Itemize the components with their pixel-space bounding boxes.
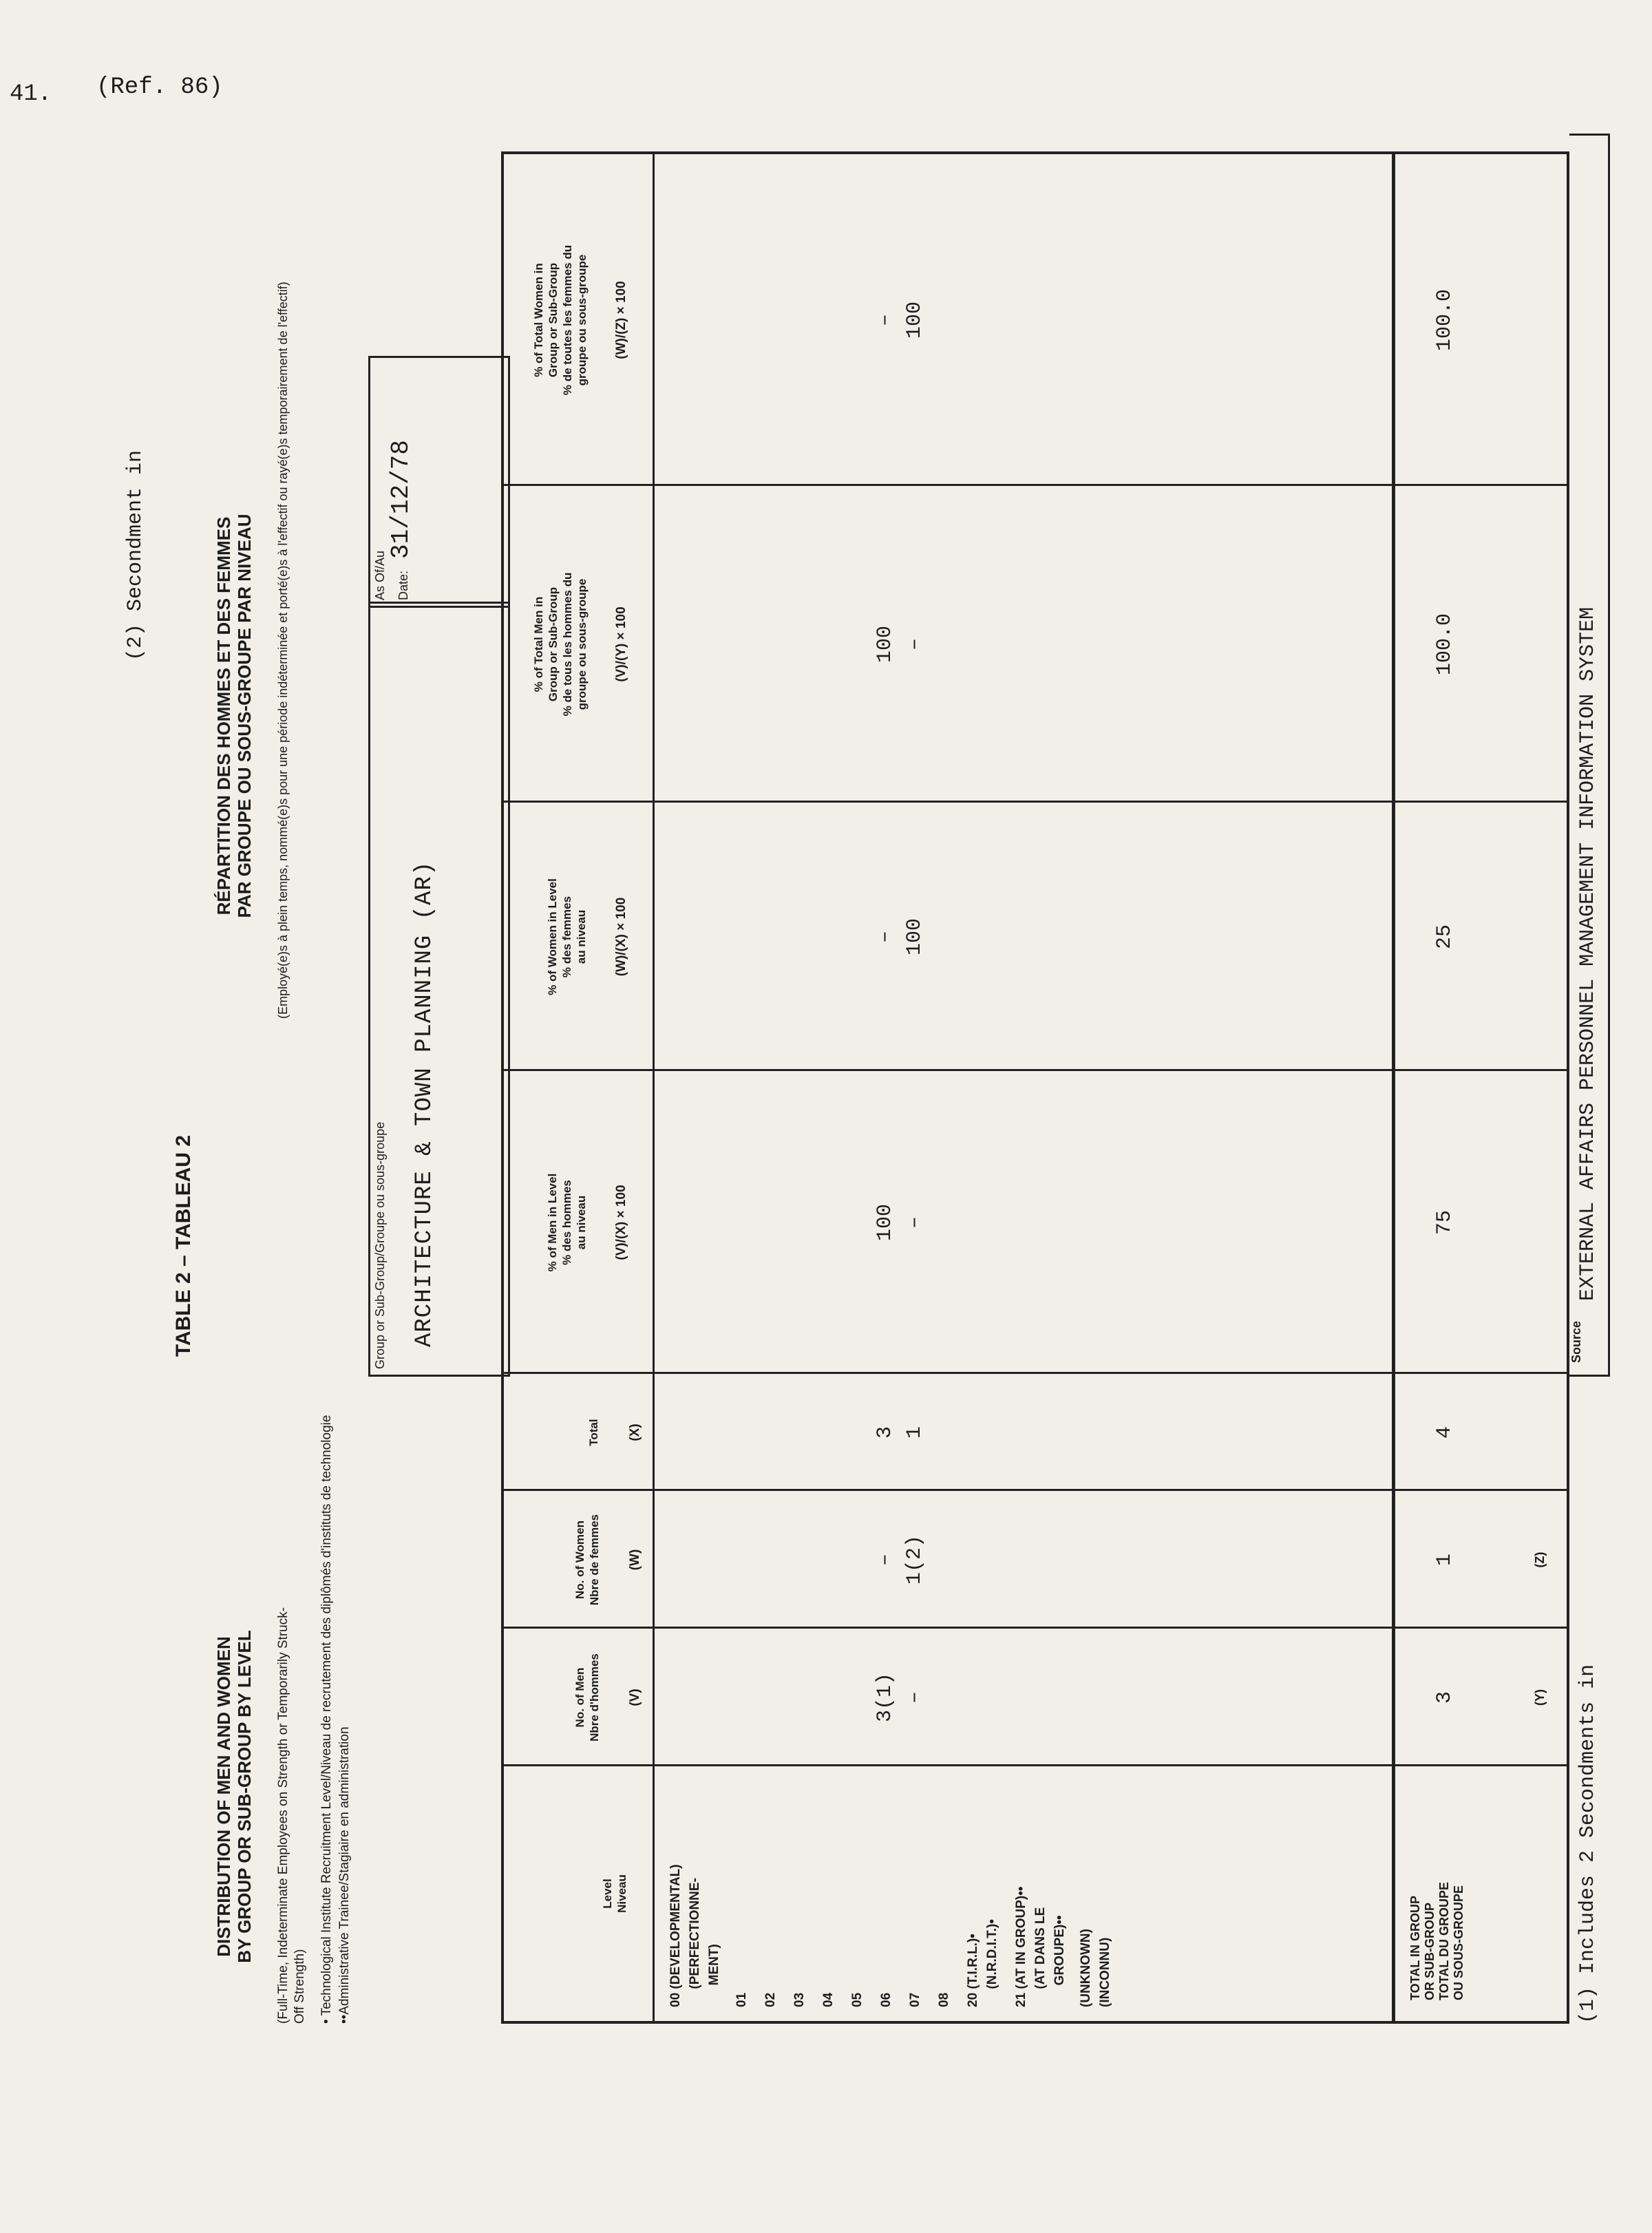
- english-heading: [213, 1528, 255, 2065]
- header-pct-women-level: [545, 803, 628, 1071]
- row07-pct-men-level: –: [903, 1216, 926, 1229]
- footnote-1: (1) Includes 2 Secondments in: [1576, 1664, 1600, 2024]
- level-label: (AT DANS LE: [1033, 1907, 1048, 2007]
- french-heading: [213, 441, 255, 991]
- group-value: ARCHITECTURE & TOWN PLANNING (AR): [412, 860, 438, 1347]
- header-men: [573, 1629, 642, 1766]
- total-divider: [1392, 154, 1395, 2021]
- total-women-code: (Z): [1533, 1552, 1547, 1568]
- header-pct-men-group: [531, 486, 628, 803]
- level-label: 01: [734, 1992, 749, 2007]
- row07-women: 1(2): [903, 1535, 926, 1585]
- header-total: [586, 1374, 642, 1491]
- level-label: 20 (T.I.R.L.)•: [966, 1934, 980, 2007]
- row06-pct-women-group: –: [873, 314, 897, 327]
- total-pct-men-level: 75: [1433, 1210, 1457, 1236]
- col-divider: [504, 1764, 1567, 1766]
- col-divider: [504, 1372, 1567, 1374]
- date-label-text: Date:: [396, 570, 410, 600]
- french-subheading: (Employé(e)s à plein temps, nommé(e)s pour une période indéterminée et porté(e)s à l'effectif ou rayé(e)s temporairement de l'effectif): [276, 282, 290, 1019]
- row07-total: 1: [903, 1426, 926, 1439]
- row06-pct-men-level: 100: [873, 1204, 897, 1242]
- header-pct-women-group-text: % of Total Women in Group or Sub-Group % de toutes les femmes du groupe ou sous-groupe: [532, 244, 589, 396]
- total-pct-men-group: 100.0: [1433, 613, 1457, 676]
- col-divider: [504, 1069, 1567, 1071]
- row07-men: –: [903, 1691, 926, 1704]
- distribution-table: [501, 151, 1569, 2024]
- header-level-text: Level Niveau: [601, 1874, 628, 1913]
- level-label: 00 (DEVELOPMENTAL): [668, 1864, 683, 2007]
- group-box: [368, 602, 510, 1377]
- row06-men: 3(1): [873, 1673, 897, 1723]
- level-label: MENT): [707, 1944, 721, 2007]
- header-pct-women-group: [531, 154, 628, 486]
- header-men-code: (V): [628, 1689, 642, 1706]
- level-label: 21 (AT IN GROUP)••: [1014, 1886, 1028, 2007]
- date-box: [368, 356, 510, 608]
- header-divider: [653, 154, 655, 2021]
- footnote-tirl: • Technological Institute Recruitment Level/Niveau de recrutement des diplômés d'instituts de technologie: [319, 1415, 334, 2024]
- row07-pct-women-level: 100: [903, 918, 926, 956]
- date-value: 31/12/78: [387, 440, 415, 559]
- header-pct-men-level-text: % of Men in Level % des hommes au niveau: [546, 1173, 588, 1272]
- english-subheading: (Full-Time, Indeterminate Employees on Strength or Temporarily Struck-Off Strength): [276, 1607, 307, 2024]
- col-divider: [504, 484, 1567, 486]
- col-divider: [504, 1627, 1567, 1629]
- as-of-label: As Of/Au: [373, 550, 387, 600]
- row06-pct-women-level: –: [873, 931, 897, 944]
- header-total-text: Total: [587, 1419, 600, 1446]
- source-label: Source: [1569, 1320, 1583, 1363]
- english-heading-line1: DISTRIBUTION OF MEN AND WOMEN: [213, 1636, 234, 1957]
- french-heading-line1: RÉPARTITION DES HOMMES ET DES FEMMES: [213, 516, 234, 916]
- level-label: 08: [937, 1992, 951, 2007]
- footnote-2: (2) Secondment in: [124, 449, 147, 661]
- header-level: [600, 1766, 629, 2021]
- header-men-text: No. of Men Nbre d'hommes: [573, 1653, 601, 1742]
- total-men: 3: [1433, 1691, 1457, 1704]
- rotated-table-sheet: [172, 117, 1611, 2189]
- level-label: (INCONNU): [1098, 1937, 1112, 2007]
- row07-pct-women-group: 100: [903, 301, 926, 339]
- header-women-code: (W): [628, 1549, 642, 1571]
- header-pct-men-group-text: % of Total Men in Group or Sub-Group % de tous les hommes du groupe ou sous-groupe: [532, 572, 589, 717]
- level-label: 02: [763, 1992, 778, 2007]
- level-labels: [666, 1773, 1115, 2007]
- level-label: 06: [879, 1992, 893, 2007]
- reference-note: (Ref. 86): [96, 74, 223, 100]
- row07-pct-men-group: –: [903, 638, 926, 651]
- header-women-text: No. of Women Nbre de femmes: [573, 1514, 601, 1606]
- level-label: 07: [908, 1992, 922, 2007]
- english-heading-line2: BY GROUP OR SUB-GROUP BY LEVEL: [234, 1630, 255, 1963]
- header-pct-men-group-formula: (V)/(Y) × 100: [614, 606, 628, 682]
- row06-pct-men-group: 100: [873, 626, 897, 664]
- level-label: 03: [792, 1992, 807, 2007]
- total-pct-women-group: 100.0: [1433, 289, 1457, 352]
- header-pct-women-level-formula: (W)/(X) × 100: [614, 897, 628, 977]
- header-total-code: (X): [628, 1424, 642, 1441]
- level-label: (UNKNOWN): [1079, 1929, 1093, 2007]
- level-label: GROUPE)••: [1052, 1915, 1067, 2007]
- header-pct-men-level-formula: (V)/(X) × 100: [614, 1185, 628, 1260]
- group-label: Group or Sub-Group/Groupe ou sous-groupe: [373, 1121, 387, 1369]
- source-value: EXTERNAL AFFAIRS PERSONNEL MANAGEMENT INFORMATION SYSTEM: [1576, 606, 1600, 1301]
- total-men-code: (Y): [1533, 1689, 1547, 1706]
- level-label: (PERFECTIONNE-: [688, 1878, 702, 2007]
- table-title: TABLE 2 – TABLEAU 2: [172, 1134, 195, 1357]
- header-women: [573, 1491, 642, 1629]
- total-total: 4: [1433, 1426, 1457, 1439]
- header-pct-women-group-formula: (W)/(Z) × 100: [614, 281, 628, 359]
- row06-women: –: [873, 1554, 897, 1567]
- col-divider: [504, 801, 1567, 803]
- page-number: 41.: [10, 81, 52, 107]
- total-label: TOTAL IN GROUP OR SUB-GROUP TOTAL DU GROUPE OU SOUS-GROUPE: [1408, 1881, 1465, 2000]
- header-pct-men-level: [545, 1071, 628, 1374]
- total-women: 1: [1433, 1554, 1457, 1567]
- col-divider: [504, 1489, 1567, 1491]
- level-label: 05: [850, 1992, 865, 2007]
- source-box: [1569, 134, 1610, 1377]
- header-pct-women-level-text: % of Women in Level % des femmes au niveau: [546, 878, 588, 995]
- row06-total: 3: [873, 1426, 897, 1439]
- footnote-at: ••Administrative Trainee/Stagiaire en administration: [337, 1726, 352, 2024]
- french-heading-line2: PAR GROUPE OU SOUS-GROUPE PAR NIVEAU: [234, 514, 255, 918]
- level-label: (N.R.D.I.T.)•: [985, 1918, 999, 2007]
- date-label: [387, 440, 415, 600]
- level-label: 04: [821, 1992, 836, 2007]
- total-pct-women-level: 25: [1433, 924, 1457, 950]
